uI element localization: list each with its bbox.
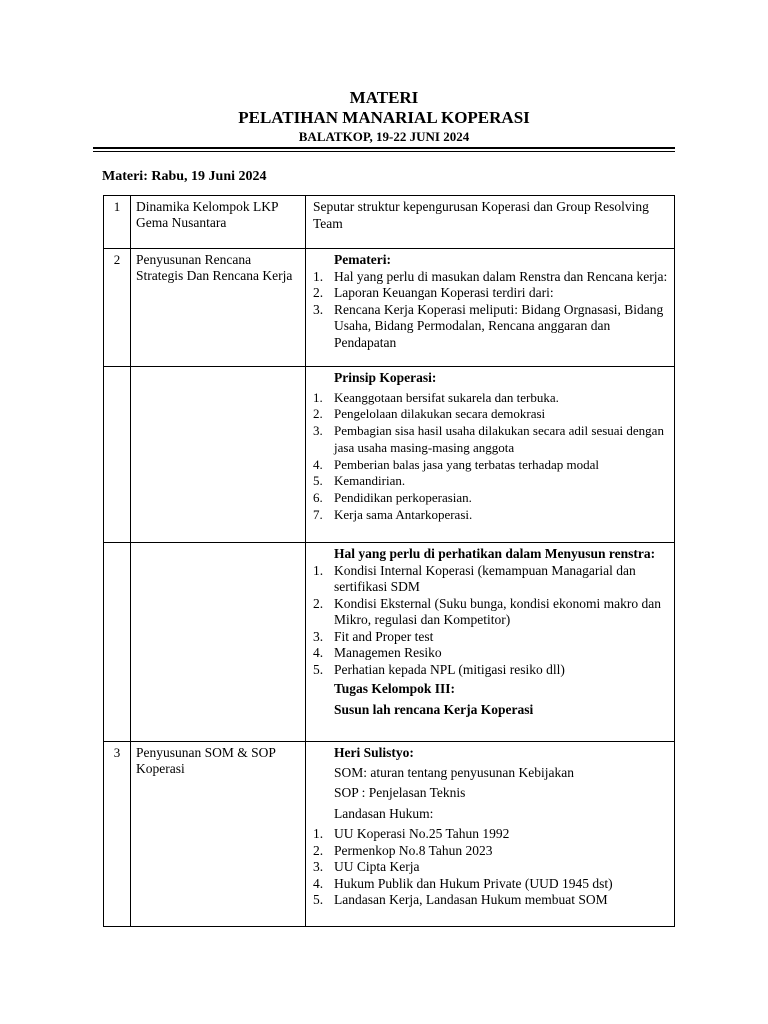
list-item: 5. Perhatian kepada NPL (mitigasi resiko dll) [313, 661, 565, 677]
table-row [104, 741, 674, 926]
row-topic [131, 367, 306, 542]
row-content [306, 196, 674, 248]
header-rule-thin [93, 151, 675, 152]
row-content [306, 249, 674, 366]
list-item: 2. Kondisi Eksternal (Suku bunga, kondisi ekonomi makro dan Mikro, regulasi dan Kompetitor) [313, 595, 661, 627]
list-item: 5. Kemandirian. [313, 473, 406, 489]
list-item: 3. Rencana Kerja Koperasi meliputi: Bidang Orgnasasi, Bidang Usaha, Bidang Permodalan, Rencana anggaran dan Pendapatan [313, 301, 664, 350]
table-row [104, 196, 674, 248]
row-number: 2 [104, 249, 131, 366]
list-item: 1. UU Koperasi No.25 Tahun 1992 [313, 826, 510, 841]
table-row [104, 248, 674, 366]
list-item: 4. Hukum Publik dan Hukum Private (UUD 1945 dst) [313, 875, 613, 891]
task-heading: Tugas Kelompok III: [334, 681, 456, 696]
numbered-list [313, 269, 668, 352]
row-number [104, 367, 131, 542]
definition-sop: SOP : Penjelasan Teknis [334, 785, 466, 800]
row-topic: Penyusunan Rencana Strategis Dan Rencana Kerja [131, 249, 306, 366]
row-number [104, 543, 131, 741]
agenda-table [103, 195, 675, 927]
document-event-line: BALATKOP, 19-22 JUNI 2024 [298, 129, 470, 144]
document-title: MATERI [349, 88, 419, 107]
speaker-name: Heri Sulistyo: [334, 745, 414, 760]
list-item: 3. Fit and Proper test [313, 628, 434, 644]
numbered-list [313, 826, 668, 909]
list-item: 2. Permenkop No.8 Tahun 2023 [313, 842, 493, 858]
header-rule-thick [93, 147, 675, 149]
numbered-list [313, 390, 668, 524]
definition-som: SOM: aturan tentang penyusunan Kebijakan [334, 764, 574, 780]
session-heading: Materi: Rabu, 19 Juni 2024 [102, 169, 267, 184]
numbered-list [313, 563, 668, 679]
table-row [104, 366, 674, 542]
list-item: 4. Managemen Resiko [313, 645, 442, 660]
row-content [306, 742, 674, 926]
list-item: 1. Keanggotaan bersifat sukarela dan terbuka. [313, 389, 559, 405]
table-row [104, 542, 674, 741]
list-item: 2. Pengelolaan dilakukan secara demokrasi [313, 406, 546, 422]
task-text: Susun lah rencana Kerja Koperasi [334, 701, 534, 717]
list-item: 3. UU Cipta Kerja [313, 859, 420, 874]
list-item: 4. Pemberian balas jasa yang terbatas terhadap modal [313, 456, 599, 472]
row-content [306, 367, 674, 542]
row-topic [131, 543, 306, 741]
list-item: 3. Pembagian sisa hasil usaha dilakukan secara adil sesuai dengan jasa usaha masing-masing anggota [313, 423, 664, 455]
section-heading: Pemateri: [334, 252, 391, 267]
list-item: 7. Kerja sama Antarkoperasi. [313, 507, 473, 523]
row-topic: Penyusunan SOM & SOP Koperasi [131, 742, 306, 926]
list-item: 5. Landasan Kerja, Landasan Hukum membuat SOM [313, 892, 608, 907]
legal-basis-label: Landasan Hukum: [334, 805, 434, 821]
row-number: 1 [104, 196, 131, 248]
row-topic: Dinamika Kelompok LKP Gema Nusantara [131, 196, 306, 248]
document-subtitle: PELATIHAN MANARIAL KOPERASI [238, 108, 530, 127]
section-heading: Hal yang perlu di perhatikan dalam Menyusun renstra: [334, 546, 656, 561]
row-number: 3 [104, 742, 131, 926]
row-text: Seputar struktur kepengurusan Koperasi dan Group Resolving Team [313, 199, 649, 231]
list-item: 2. Laporan Keuangan Koperasi terdiri dari: [313, 285, 554, 300]
list-item: 6. Pendidikan perkoperasian. [313, 490, 472, 506]
list-item: 1. Hal yang perlu di masukan dalam Renstra dan Rencana kerja: [313, 268, 668, 284]
row-content [306, 543, 674, 741]
list-item: 1. Kondisi Internal Koperasi (kemampuan Managarial dan sertifikasi SDM [313, 562, 636, 594]
section-heading: Prinsip Koperasi: [334, 370, 437, 385]
